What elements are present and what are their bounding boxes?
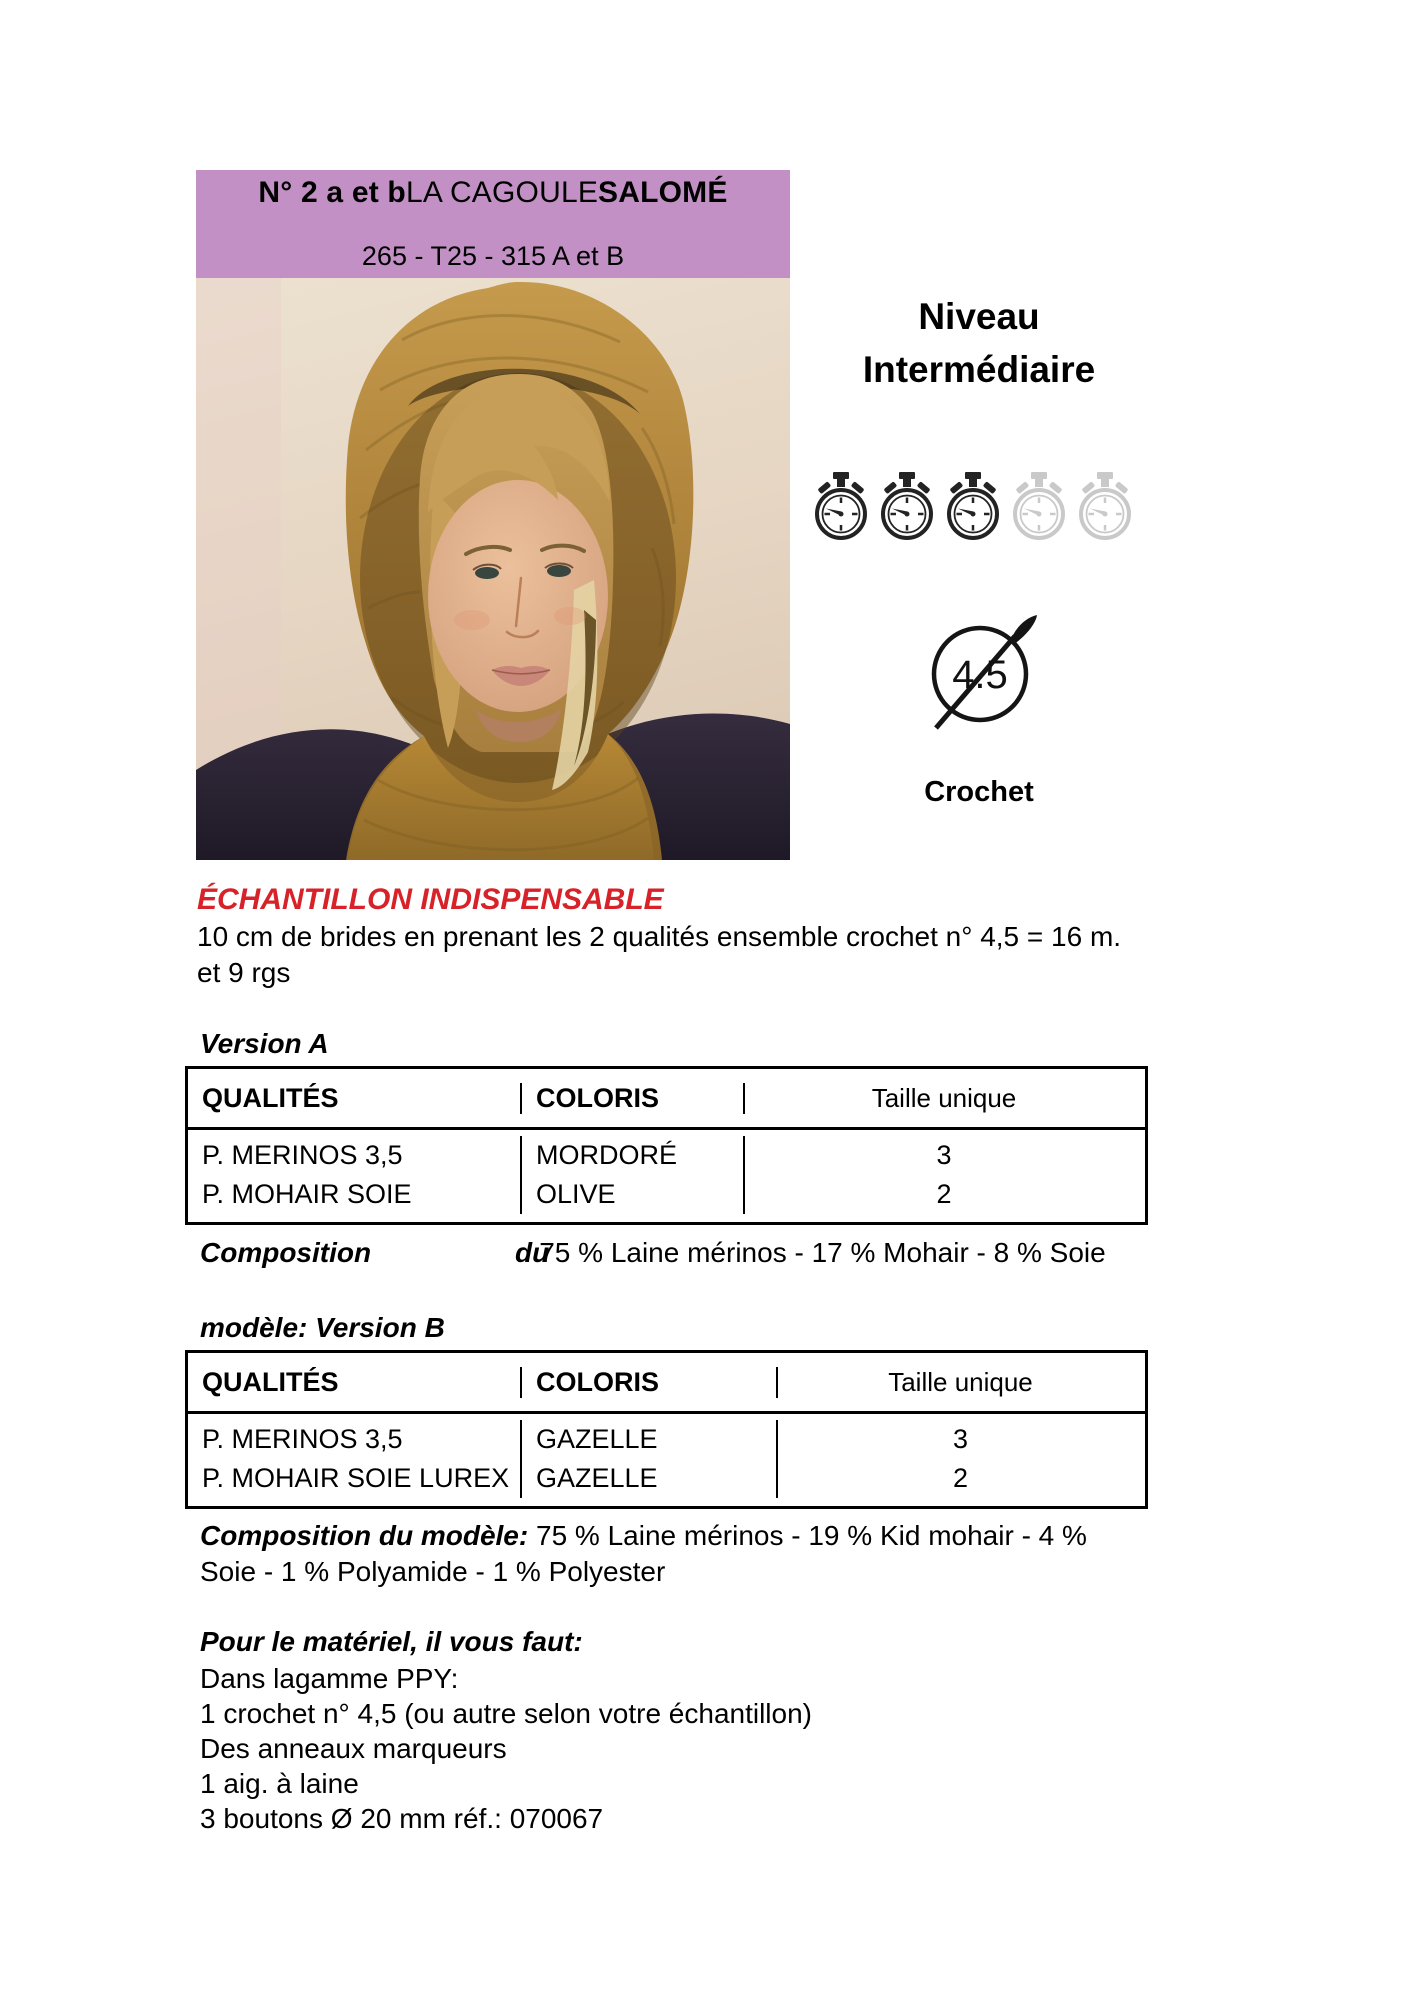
column-header-coloris: COLORIS (520, 1083, 743, 1114)
quality-cell: P. MOHAIR SOIE (202, 1179, 412, 1209)
version-a-heading: Version A (200, 1028, 329, 1059)
materials-item: 1 crochet n° 4,5 (ou autre selon votre échantillon) (200, 1698, 812, 1729)
stopwatch-icon (1011, 472, 1067, 542)
composition-a-value: du75 % Laine mérinos - 17 % Mohair - 8 % Soie (515, 1237, 1106, 1268)
version-b-heading: modèle: Version B (200, 1312, 445, 1343)
stopwatch-icon (1077, 472, 1133, 542)
quality-cell: P. MERINOS 3,5 (202, 1424, 403, 1454)
color-cell: MORDORÉ (536, 1140, 677, 1170)
pattern-reference: 265 - T25 - 315 A et B (361, 241, 625, 271)
composition-a-du: du (515, 1237, 550, 1268)
composition-b-line2: Soie - 1 % Polyamide - 1 % Polyester (200, 1556, 666, 1587)
column-header-qualites: QUALITÉS (202, 1366, 339, 1397)
quantity-cell: 3 (952, 1424, 969, 1454)
materials-heading: Pour le matériel, il vous faut: (200, 1626, 583, 1657)
stopwatch-icon (879, 472, 935, 542)
stopwatch-icon (813, 472, 869, 542)
quantity-cell: 2 (936, 1179, 952, 1209)
materials-item: Des anneaux marqueurs (200, 1733, 507, 1764)
hook-size-value: 4.5 (952, 653, 1008, 697)
color-cell: OLIVE (536, 1179, 616, 1209)
pattern-model-name: SALOMÉ (598, 176, 728, 209)
version-a-table (185, 1066, 1148, 1225)
materials-item: Dans lagamme PPY: (200, 1663, 459, 1694)
quantity-cell: 3 (936, 1140, 952, 1170)
gauge-heading: ÉCHANTILLON INDISPENSABLE (197, 883, 664, 916)
quantity-cell: 2 (952, 1463, 969, 1493)
composition-b-line1: Composition du modèle: 75 % Laine mérinos - 19 % Kid mohair - 4 % (200, 1520, 1087, 1551)
pattern-name: LA CAGOULE (405, 176, 599, 209)
table-row (188, 1411, 1145, 1506)
stopwatch-icon (945, 472, 1001, 542)
composition-b-label: Composition du modèle: (200, 1520, 529, 1551)
materials-item: 1 aig. à laine (200, 1768, 359, 1799)
pattern-number: N° 2 a et b (258, 176, 406, 209)
gauge-line1: 10 cm de brides en prenant les 2 qualités ensemble crochet n° 4,5 = 16 m. (197, 921, 1122, 952)
column-header-coloris: COLORIS (520, 1367, 776, 1398)
composition-a-label: Composition (200, 1237, 372, 1268)
color-cell: GAZELLE (536, 1463, 658, 1493)
color-cell: GAZELLE (536, 1424, 658, 1454)
difficulty-stopwatches (813, 472, 1143, 542)
gauge-line2: et 9 rgs (197, 957, 291, 988)
pattern-banner (196, 170, 790, 278)
table-header-row (188, 1069, 1145, 1127)
pattern-title (196, 176, 790, 210)
level-line1: Niveau (918, 296, 1040, 337)
quality-cell: P. MERINOS 3,5 (202, 1140, 403, 1170)
level-line2: Intermédiaire (862, 349, 1096, 390)
quality-cell: P. MOHAIR SOIE LUREX (202, 1463, 510, 1493)
version-b-table (185, 1350, 1148, 1509)
column-header-taille: Taille unique (743, 1083, 1143, 1114)
table-row (188, 1127, 1145, 1222)
level-title (790, 290, 1168, 396)
column-header-qualites: QUALITÉS (202, 1082, 339, 1113)
table-header-row (188, 1353, 1145, 1411)
materials-item: 3 boutons Ø 20 mm réf.: 070067 (200, 1803, 604, 1834)
column-header-taille: Taille unique (776, 1367, 1143, 1398)
hook-size-badge (918, 604, 1050, 741)
technique-label: Crochet (924, 776, 1034, 808)
model-photo (196, 278, 790, 860)
